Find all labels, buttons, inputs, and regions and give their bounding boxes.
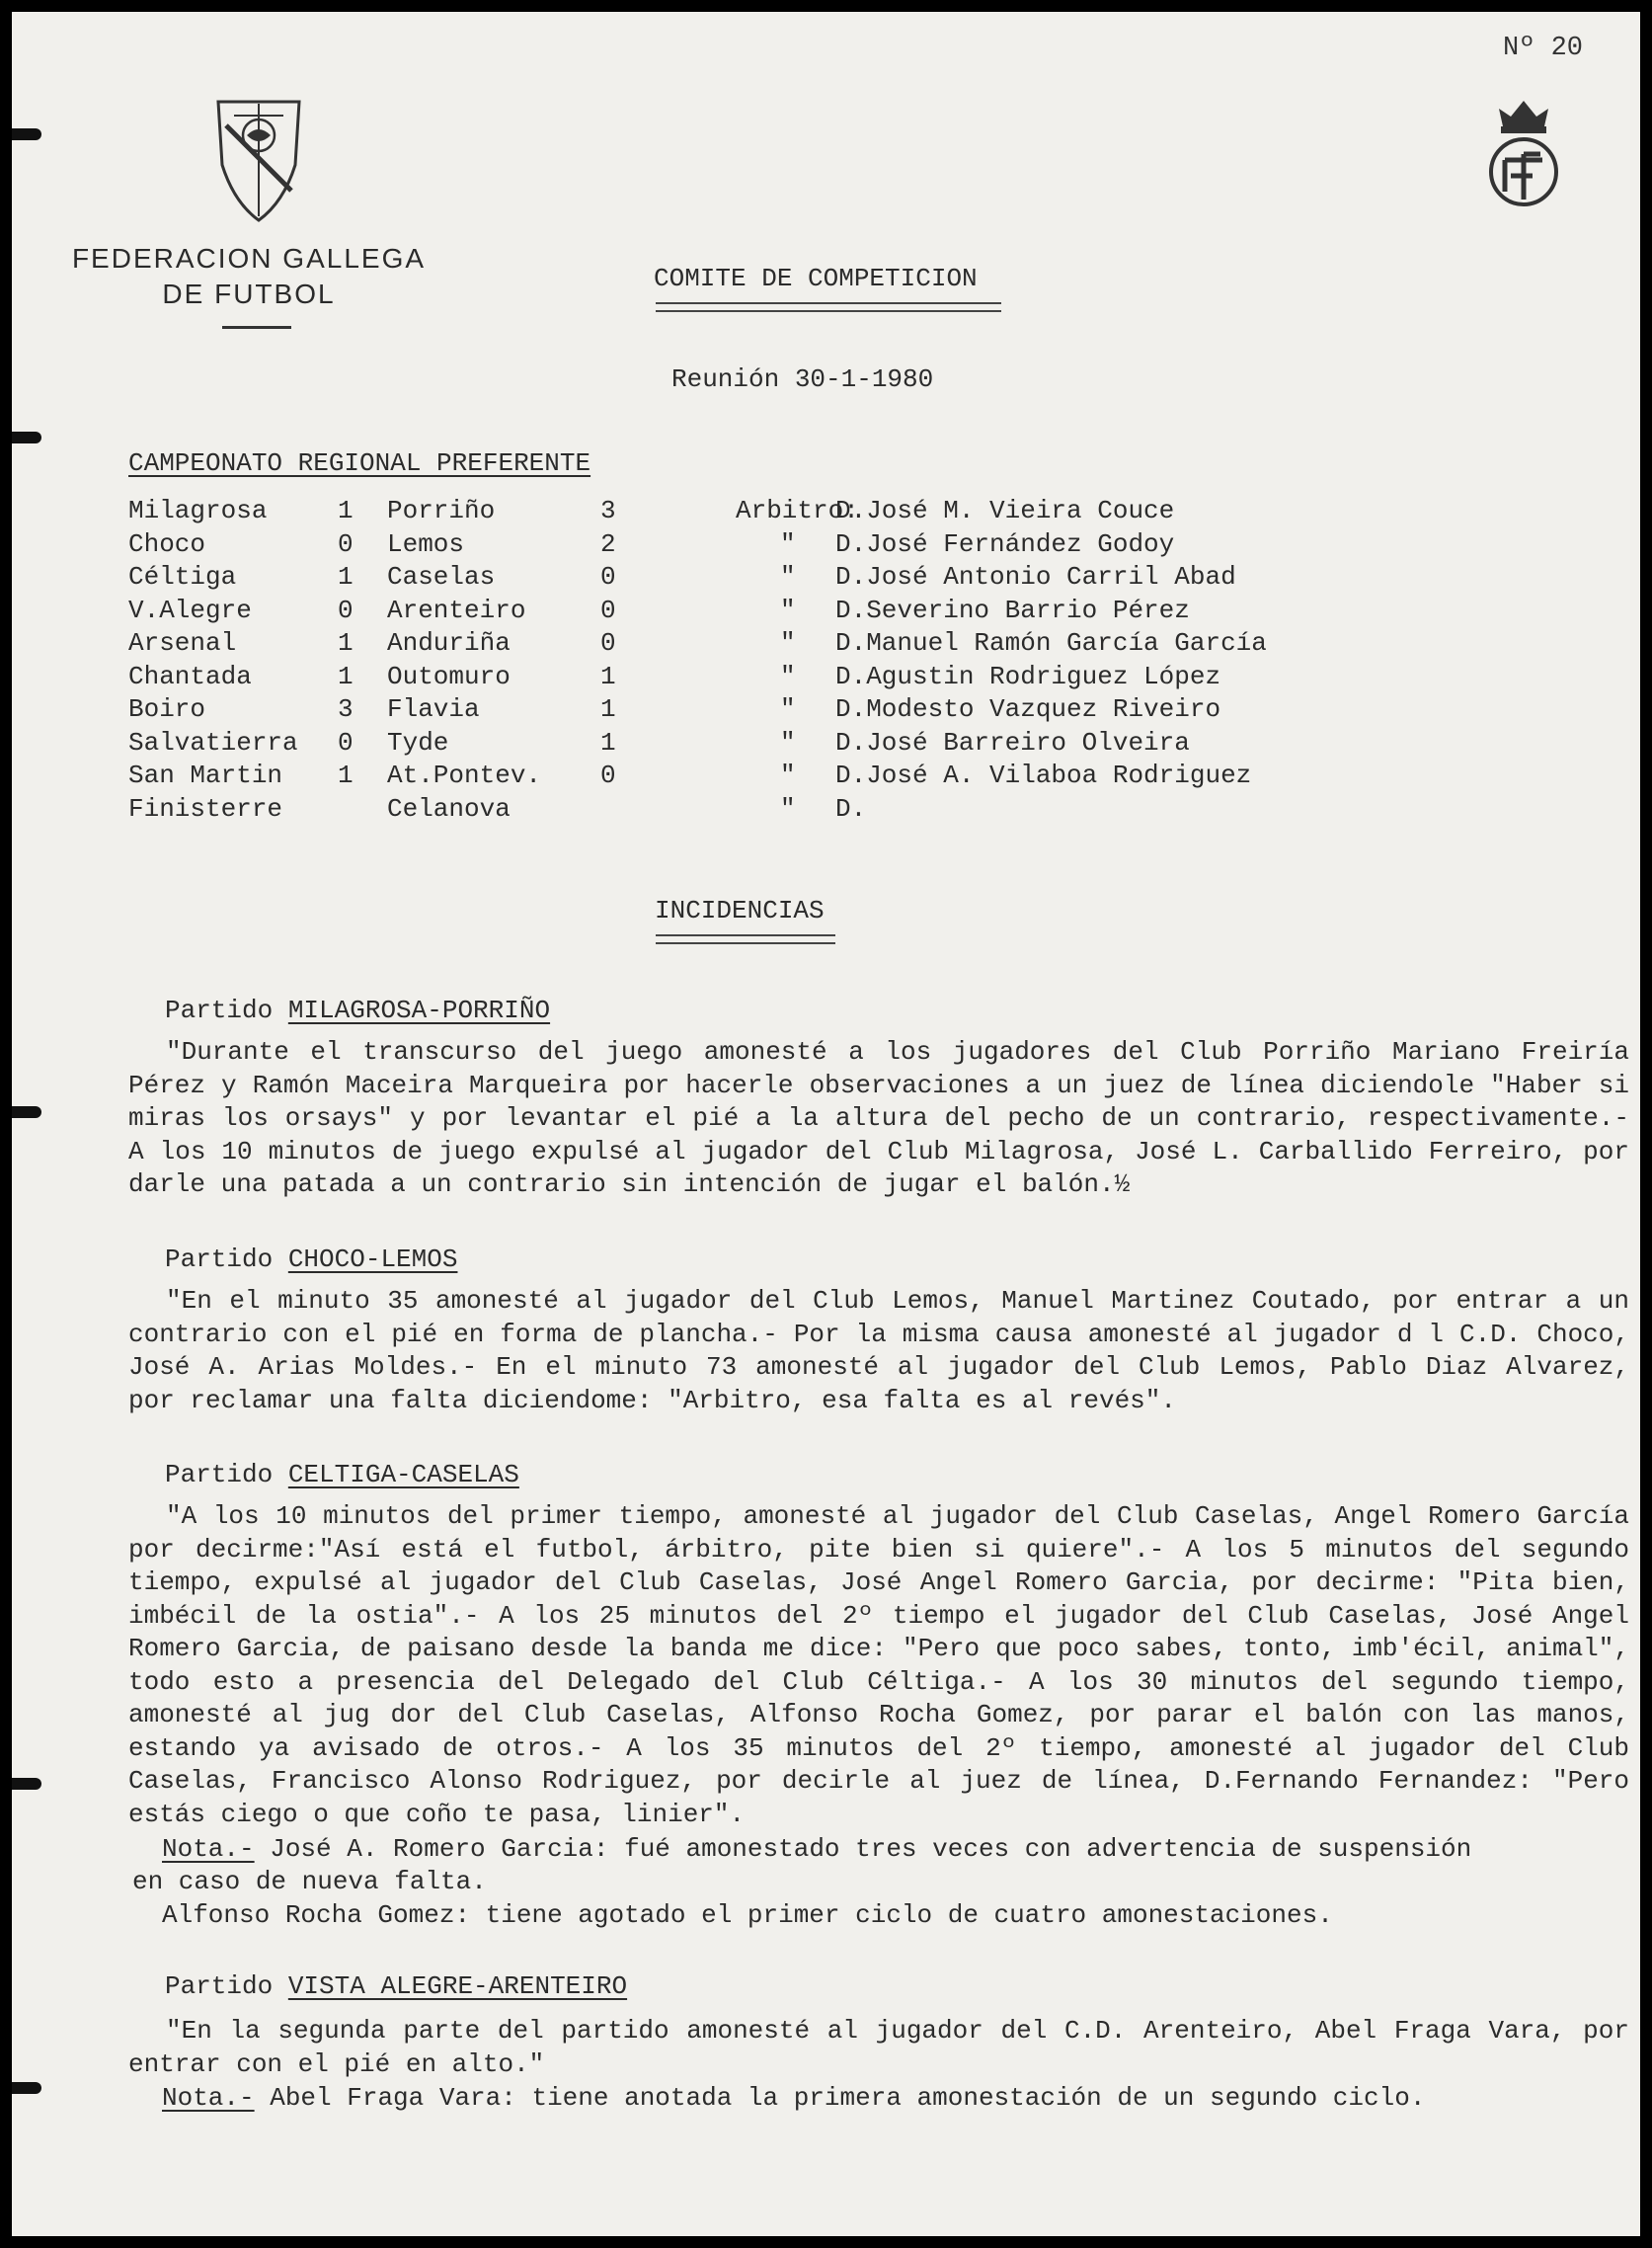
home-score: 3 (338, 694, 354, 724)
away-team: Flavia (387, 694, 480, 724)
referee-name: D.José Fernández Godoy (835, 528, 1175, 559)
federation-name-line2: DE FUTBOL (162, 279, 336, 309)
referee-name: D.Modesto Vazquez Riveiro (835, 694, 1221, 724)
away-team: Celanova (387, 793, 511, 824)
home-team: Salvatierra (128, 727, 298, 758)
match-row (128, 793, 1313, 825)
away-score: 2 (600, 528, 616, 559)
section-match: CHOCO-LEMOS (287, 1244, 458, 1274)
home-score: 1 (338, 496, 354, 525)
referee-name: D.José A. Vilaboa Rodriguez (835, 761, 1252, 790)
ditto-mark: " (780, 793, 796, 824)
match-row (128, 561, 1313, 593)
note-label: Nota.- (162, 2083, 255, 2113)
note-line (162, 1833, 1471, 1867)
home-team: San Martin (128, 761, 283, 790)
ditto-mark: " (780, 628, 796, 658)
section-prefix: Partido (165, 1244, 288, 1274)
home-team: Chantada (128, 661, 252, 691)
away-team: Tyde (387, 727, 449, 758)
header-rule (222, 326, 291, 329)
referee-name: D.Manuel Ramón García García (835, 628, 1267, 658)
incident-text: "En el minuto 35 amonesté al jugador del Club Lemos, Manuel Martinez Coutado, por entrar a un contrario con el pié en forma de plancha.- Por la misma causa amonesté al jugador d l C.D. Choco, José A. Arias Moldes.- En el minuto 73 amonesté al jugador del Club Lemos, Pablo Diaz Alvarez, por reclamar una falta diciendome: "Arbitro, esa falta es al revés". (128, 1286, 1629, 1415)
binder-hole (12, 2082, 41, 2094)
document-page (12, 12, 1640, 2236)
away-team: Caselas (387, 562, 496, 592)
binder-hole (12, 1778, 41, 1790)
double-underline (656, 302, 1001, 312)
double-underline (656, 934, 835, 944)
note-text: Abel Fraga Vara: tiene anotada la primera amonestación de un segundo ciclo. (254, 2083, 1426, 2113)
home-score: 1 (338, 562, 354, 592)
referee-name: D.José M. Vieira Couce (835, 496, 1175, 525)
away-score: 3 (600, 496, 616, 525)
home-team: V.Alegre (128, 595, 252, 625)
away-score: 1 (600, 661, 616, 691)
away-score: 0 (600, 562, 616, 592)
incidents-title: INCIDENCIAS (655, 896, 825, 925)
note-continuation: en caso de nueva falta. (132, 1867, 487, 1896)
binder-hole (12, 1106, 41, 1118)
ditto-mark: " (780, 595, 796, 625)
rfef-crown-emblem-icon (1485, 93, 1562, 209)
section-heading (165, 996, 550, 1025)
match-row (128, 760, 1313, 791)
home-score: 0 (338, 528, 354, 559)
ditto-mark: " (780, 761, 796, 790)
page-number: Nº 20 (1503, 34, 1584, 63)
section-prefix: Partido (165, 996, 288, 1025)
ditto-mark: " (780, 528, 796, 559)
section-heading (165, 1971, 627, 2001)
note-extra: Alfonso Rocha Gomez: tiene agotado el primer ciclo de cuatro amonestaciones. (162, 1900, 1333, 1930)
match-row (128, 693, 1313, 725)
note-line (162, 2082, 1425, 2116)
referee-name: D.José Antonio Carril Abad (835, 562, 1236, 592)
federation-name-line1: FEDERACION GALLEGA (71, 243, 427, 274)
home-score: 0 (338, 595, 354, 625)
away-team: Arenteiro (387, 595, 526, 625)
ditto-mark: " (780, 661, 796, 691)
match-row (128, 661, 1313, 692)
away-score: 0 (600, 628, 616, 658)
referee-label: Arbitro: (736, 496, 859, 525)
ditto-mark: " (780, 562, 796, 592)
home-team: Milagrosa (128, 496, 268, 525)
away-team: At.Pontev. (387, 761, 542, 790)
note-text: José A. Romero Garcia: fué amonestado tres veces con advertencia de suspensión (254, 1834, 1472, 1864)
away-score: 0 (600, 595, 616, 625)
referee-name: D.José Barreiro Olveira (835, 727, 1190, 758)
section-prefix: Partido (165, 1460, 288, 1489)
federation-shield-icon (214, 96, 303, 224)
away-team: Porriño (387, 496, 496, 525)
home-team: Finisterre (128, 793, 283, 824)
meeting-date: Reunión 30-1-1980 (671, 364, 934, 394)
match-row (128, 727, 1313, 759)
home-score: 1 (338, 628, 354, 658)
incident-text: "Durante el transcurso del juego amonesté a los jugadores del Club Porriño Mariano Freiría Pérez y Ramón Maceira Marqueira por hacerle observaciones a un juez de línea diciendole "Haber si miras los orsays" y por levantar el pié a la altura del pecho de un contrario, respectivamente.- A los 10 minutos de juego expulsé al jugador del Club Milagrosa, José L. Carballido Ferreiro, por darle una patada a un contrario sin intención de jugar el balón.½ (128, 1037, 1629, 1199)
section-prefix: Partido (165, 1971, 288, 2001)
match-row (128, 627, 1313, 659)
away-score: 1 (600, 727, 616, 758)
committee-title: COMITE DE COMPETICION (654, 264, 978, 293)
home-team: Choco (128, 528, 206, 559)
home-team: Céltiga (128, 562, 237, 592)
section-heading (165, 1244, 457, 1274)
ditto-mark: " (780, 727, 796, 758)
section-heading (165, 1460, 519, 1489)
away-team: Outomuro (387, 661, 511, 691)
referee-name: D.Agustin Rodriguez López (835, 661, 1221, 691)
incident-text: "A los 10 minutos del primer tiempo, amonesté al jugador del Club Caselas, Angel Romero García por decirme:"Así está el futbol, árbitro, pite bien si quiere".- A los 5 minutos del segundo tiempo, expulsé al jugador del Club Caselas, José Angel Romero Garcia, por decirme: "Pita bien, imbécil de la ostia".- A los 25 minutos del 2º tiempo el jugador del Club Caselas, José Angel Romero Garcia, de paisano desde la banda me dice: "Pero que poco sabes, tonto, imb'écil, animal", todo esto a presencia del Delegado del Club Céltiga.- A los 30 minutos del segundo tiempo, amonesté al jug dor del Club Caselas, Alfonso Rocha Gomez, por parar el balón con las manos, estando ya avisado de otros.- A los 35 minutos del 2º tiempo, amonesté al jugador del Club Caselas, Francisco Alonso Rodriguez, por decirle al juez de línea, D.Fernando Fernandez: "Pero estás ciego o que coño te pasa, linier". (128, 1501, 1629, 1829)
away-team: Lemos (387, 528, 465, 559)
match-row (128, 595, 1313, 626)
ditto-mark: " (780, 694, 796, 724)
home-team: Arsenal (128, 628, 237, 658)
note-label: Nota.- (162, 1834, 255, 1864)
section-match: VISTA ALEGRE-ARENTEIRO (287, 1971, 628, 2001)
away-score: 0 (600, 761, 616, 790)
referee-name: D. (835, 793, 867, 824)
home-score: 1 (338, 661, 354, 691)
home-score: 1 (338, 761, 354, 790)
binder-hole (12, 128, 41, 140)
championship-title: CAMPEONATO REGIONAL PREFERENTE (128, 448, 591, 478)
match-row (128, 495, 1313, 526)
section-match: CELTIGA-CASELAS (287, 1460, 519, 1489)
federation-name (61, 241, 436, 312)
match-row (128, 528, 1313, 560)
referee-name: D.Severino Barrio Pérez (835, 595, 1190, 625)
home-score: 0 (338, 727, 354, 758)
binder-hole (12, 432, 41, 443)
section-match: MILAGROSA-PORRIÑO (287, 996, 551, 1025)
incident-text: "En la segunda parte del partido amonesté al jugador del C.D. Arenteiro, Abel Fraga Vara, por entrar con el pié en alto." (128, 2016, 1629, 2079)
away-team: Anduriña (387, 628, 511, 658)
home-team: Boiro (128, 694, 206, 724)
away-score: 1 (600, 694, 616, 724)
